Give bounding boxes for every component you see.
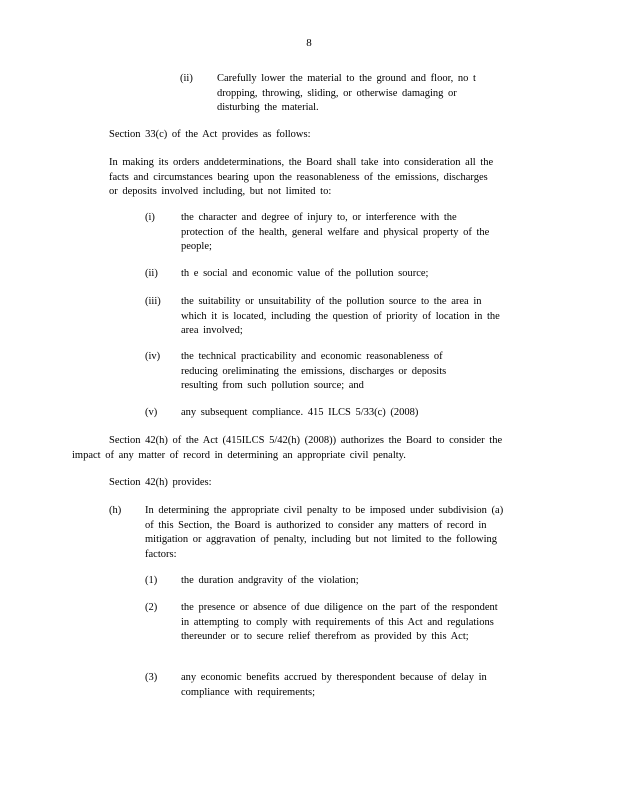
list-marker: (2) bbox=[145, 602, 158, 613]
section-42-h-text: In determining the appropriate civil penalty to be imposed under subdivision (a) of this Section, the Board is authorized to consider any matters of record in mitigation or aggravation of penalty, including but not limited to the following factors: bbox=[145, 505, 504, 560]
list-marker: (ii) bbox=[145, 268, 158, 279]
list-marker: (h) bbox=[109, 505, 122, 516]
list-marker: (i) bbox=[145, 212, 155, 223]
list-item-text: the technical practicability and economic reasonableness of reducing oreliminating the emissions, discharges or deposits resulting from such pollution source; and bbox=[181, 351, 447, 391]
section-42-intro: Section 42(h) provides: bbox=[109, 477, 212, 488]
list-marker: (1) bbox=[145, 575, 158, 586]
list-marker: (iv) bbox=[145, 351, 161, 362]
list-item-text: the presence or absence of due diligence on the part of the respondent in attempting to comply with requirements of this Act and regulations thereunder or to secure relief therefrom as provided by this Act; bbox=[181, 602, 498, 642]
list-marker: (3) bbox=[145, 672, 158, 683]
list-item-text: the suitability or unsuitability of the pollution source to the area in which it is located, including the question of priority of location in the area involved; bbox=[181, 296, 500, 336]
item-text: Carefully lower the material to the ground and floor, no t dropping, throwing, sliding, or otherwise damaging or disturbing the material. bbox=[217, 73, 476, 113]
list-item-text: the character and degree of injury to, or interference with the protection of the health, general welfare and physical property of the people; bbox=[181, 212, 490, 252]
page-number: 8 bbox=[306, 37, 312, 49]
item-marker: (ii) bbox=[180, 73, 193, 84]
list-item-text: th e social and economic value of the pollution source; bbox=[181, 268, 429, 279]
list-marker: (v) bbox=[145, 407, 158, 418]
list-item-text: any economic benefits accrued by therespondent because of delay in compliance with requirements; bbox=[181, 672, 487, 698]
list-marker: (iii) bbox=[145, 296, 161, 307]
section-33-paragraph: In making its orders anddeterminations, the Board shall take into consideration all the facts and circumstances bearing upon the reasonableness of the emissions, discharges or deposits involved including, but not limited to: bbox=[109, 157, 494, 197]
section-33-intro: Section 33(c) of the Act provides as follows: bbox=[109, 129, 311, 140]
list-item-text: any subsequent compliance. 415 ILCS 5/33(c) (2008) bbox=[181, 407, 419, 418]
section-42-paragraph: Section 42(h) of the Act (415ILCS 5/42(h) (2008)) authorizes the Board to consider the impact of any matter of record in determining an appropriate civil penalty. bbox=[72, 435, 503, 461]
list-item-text: the duration andgravity of the violation; bbox=[181, 575, 359, 586]
